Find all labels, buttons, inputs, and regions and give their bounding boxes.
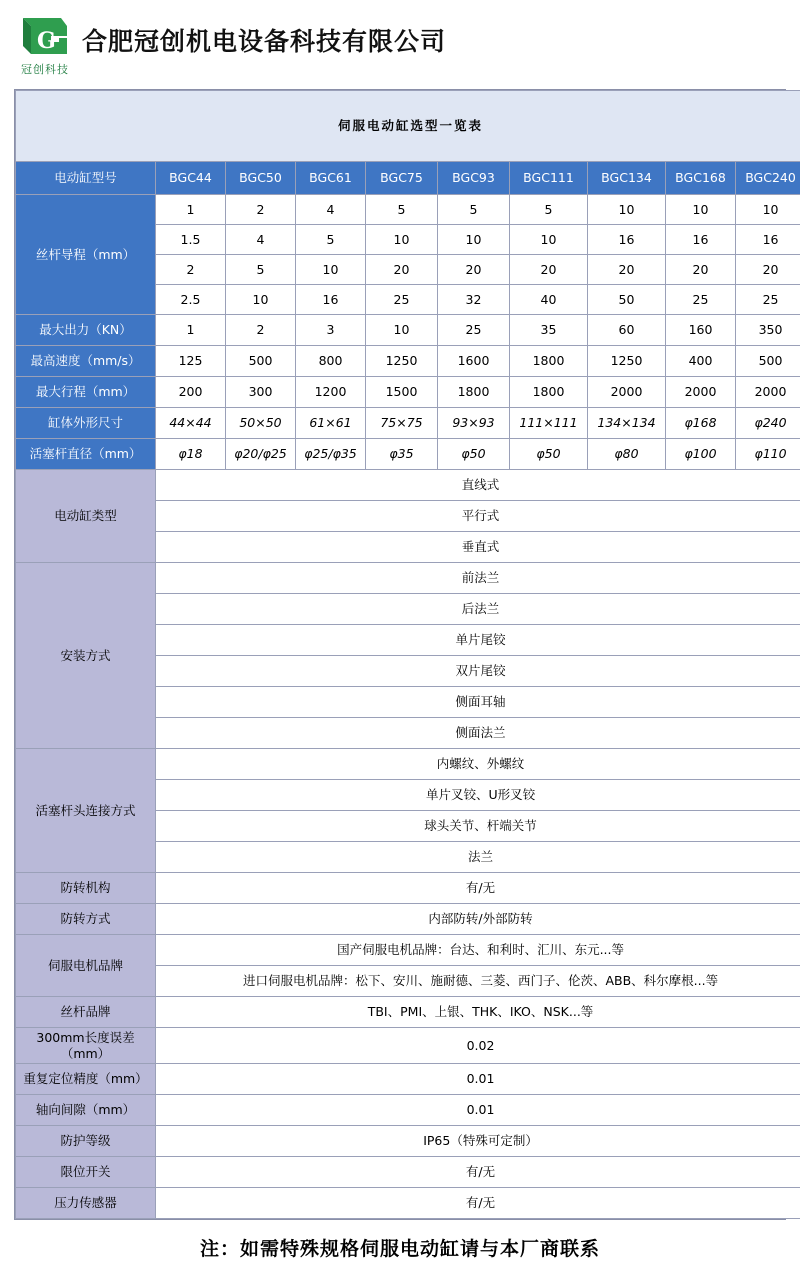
spec-value: 2 — [226, 315, 296, 346]
group-label: 防转机构 — [16, 873, 156, 904]
lead-value: 10 — [296, 255, 366, 285]
group-value: 0.01 — [156, 1064, 800, 1095]
spec-value: 3 — [296, 315, 366, 346]
lead-value: 1.5 — [156, 225, 226, 255]
group-value: 侧面法兰 — [156, 718, 800, 749]
spec-value: φ110 — [736, 439, 800, 470]
spec-value: 1800 — [438, 377, 510, 408]
group-row — [16, 1064, 800, 1095]
spec-value: φ80 — [588, 439, 666, 470]
group-label: 限位开关 — [16, 1157, 156, 1188]
model-header: BGC240 — [736, 162, 800, 195]
spec-row — [16, 408, 800, 439]
model-header: BGC50 — [226, 162, 296, 195]
group-label: 丝杆品牌 — [16, 997, 156, 1028]
group-value: 单片叉铰、U形叉铰 — [156, 780, 800, 811]
spec-value: φ35 — [366, 439, 438, 470]
spec-value: 1800 — [510, 346, 588, 377]
spec-value: φ50 — [510, 439, 588, 470]
lead-value: 10 — [438, 225, 510, 255]
spec-value: 125 — [156, 346, 226, 377]
model-header: BGC111 — [510, 162, 588, 195]
lead-value: 20 — [736, 255, 800, 285]
lead-value: 2.5 — [156, 285, 226, 315]
group-value: 前法兰 — [156, 563, 800, 594]
company-logo — [14, 14, 76, 77]
lead-value: 20 — [438, 255, 510, 285]
lead-value: 2 — [226, 195, 296, 225]
group-value: 后法兰 — [156, 594, 800, 625]
group-value: 内部防转/外部防转 — [156, 904, 800, 935]
lead-value: 4 — [296, 195, 366, 225]
group-label: 300mm长度误差（mm） — [16, 1028, 156, 1064]
spec-table-container — [14, 89, 786, 1220]
spec-value: φ168 — [666, 408, 736, 439]
group-row — [16, 749, 800, 780]
spec-value: 2000 — [666, 377, 736, 408]
group-row — [16, 1126, 800, 1157]
group-row — [16, 1028, 800, 1064]
group-value: 有/无 — [156, 873, 800, 904]
group-row — [16, 873, 800, 904]
lead-value: 20 — [588, 255, 666, 285]
group-value: 国产伺服电机品牌：台达、和利时、汇川、东元...等 — [156, 935, 800, 966]
group-value: TBI、PMI、上银、THK、IKO、NSK...等 — [156, 997, 800, 1028]
spec-value: 61×61 — [296, 408, 366, 439]
spec-value: 400 — [666, 346, 736, 377]
lead-value: 5 — [366, 195, 438, 225]
spec-value: 134×134 — [588, 408, 666, 439]
spec-value: φ50 — [438, 439, 510, 470]
group-value: 内螺纹、外螺纹 — [156, 749, 800, 780]
lead-value: 5 — [438, 195, 510, 225]
group-label: 轴向间隙（mm） — [16, 1095, 156, 1126]
lead-value: 10 — [510, 225, 588, 255]
model-header: BGC44 — [156, 162, 226, 195]
model-header: BGC93 — [438, 162, 510, 195]
group-value: 平行式 — [156, 501, 800, 532]
group-value: 0.02 — [156, 1028, 800, 1064]
lead-row-label: 丝杆导程（mm） — [16, 195, 156, 315]
lead-value: 10 — [226, 285, 296, 315]
group-label: 压力传感器 — [16, 1188, 156, 1219]
group-row — [16, 997, 800, 1028]
spec-table-body — [16, 91, 800, 1219]
group-row — [16, 1095, 800, 1126]
spec-value: 50×50 — [226, 408, 296, 439]
group-value: 双片尾铰 — [156, 656, 800, 687]
spec-value: 44×44 — [156, 408, 226, 439]
lead-value: 16 — [736, 225, 800, 255]
lead-value: 32 — [438, 285, 510, 315]
spec-row — [16, 439, 800, 470]
spec-value: φ18 — [156, 439, 226, 470]
table-title-row — [16, 91, 800, 162]
lead-value: 16 — [296, 285, 366, 315]
spec-value: φ20/φ25 — [226, 439, 296, 470]
lead-value: 20 — [510, 255, 588, 285]
spec-value: 350 — [736, 315, 800, 346]
footnote: 注：如需特殊规格伺服电动缸请与本厂商联系 — [0, 1234, 800, 1275]
spec-value: φ25/φ35 — [296, 439, 366, 470]
spec-value: φ100 — [666, 439, 736, 470]
spec-row-label: 活塞杆直径（mm） — [16, 439, 156, 470]
lead-value: 40 — [510, 285, 588, 315]
spec-value: 1600 — [438, 346, 510, 377]
spec-value: 75×75 — [366, 408, 438, 439]
lead-row — [16, 195, 800, 225]
spec-value: 160 — [666, 315, 736, 346]
model-header-row — [16, 162, 800, 195]
spec-row — [16, 346, 800, 377]
lead-value: 5 — [296, 225, 366, 255]
lead-value: 25 — [666, 285, 736, 315]
group-value: 0.01 — [156, 1095, 800, 1126]
group-label: 伺服电机品牌 — [16, 935, 156, 997]
lead-value: 10 — [736, 195, 800, 225]
group-row — [16, 470, 800, 501]
lead-value: 2 — [156, 255, 226, 285]
lead-value: 25 — [736, 285, 800, 315]
group-label: 电动缸类型 — [16, 470, 156, 563]
group-value: 直线式 — [156, 470, 800, 501]
lead-value: 5 — [226, 255, 296, 285]
lead-value: 50 — [588, 285, 666, 315]
model-header: BGC61 — [296, 162, 366, 195]
group-label: 重复定位精度（mm） — [16, 1064, 156, 1095]
svg-text:G: G — [37, 28, 56, 54]
group-label: 活塞杆头连接方式 — [16, 749, 156, 873]
spec-value: 2000 — [588, 377, 666, 408]
group-value: 球头关节、杆端关节 — [156, 811, 800, 842]
spec-value: 35 — [510, 315, 588, 346]
spec-value: 1250 — [366, 346, 438, 377]
spec-row-label: 最大出力（KN） — [16, 315, 156, 346]
group-value: 侧面耳轴 — [156, 687, 800, 718]
spec-value: 1500 — [366, 377, 438, 408]
group-value: 有/无 — [156, 1157, 800, 1188]
lead-value: 20 — [366, 255, 438, 285]
spec-value: 1800 — [510, 377, 588, 408]
spec-value: 1 — [156, 315, 226, 346]
lead-value: 25 — [366, 285, 438, 315]
model-header: BGC75 — [366, 162, 438, 195]
spec-value: 2000 — [736, 377, 800, 408]
spec-row-label: 最高速度（mm/s） — [16, 346, 156, 377]
spec-table — [15, 90, 800, 1219]
lead-value: 10 — [366, 225, 438, 255]
lead-value: 16 — [588, 225, 666, 255]
spec-value: 25 — [438, 315, 510, 346]
model-header: BGC168 — [666, 162, 736, 195]
group-row — [16, 1188, 800, 1219]
group-value: 进口伺服电机品牌：松下、安川、施耐德、三菱、西门子、伦茨、ABB、科尔摩根...等 — [156, 966, 800, 997]
spec-value: 500 — [736, 346, 800, 377]
group-row — [16, 1157, 800, 1188]
spec-row — [16, 377, 800, 408]
spec-row-label: 缸体外形尺寸 — [16, 408, 156, 439]
logo-subtitle: 冠创科技 — [21, 61, 69, 77]
spec-value: 1200 — [296, 377, 366, 408]
table-title: 伺服电动缸选型一览表 — [16, 91, 800, 162]
group-value: 有/无 — [156, 1188, 800, 1219]
lead-value: 5 — [510, 195, 588, 225]
lead-value: 1 — [156, 195, 226, 225]
group-value: 法兰 — [156, 842, 800, 873]
lead-value: 20 — [666, 255, 736, 285]
spec-value: 10 — [366, 315, 438, 346]
spec-row — [16, 315, 800, 346]
lead-value: 4 — [226, 225, 296, 255]
logo-icon — [21, 14, 69, 58]
group-value: 单片尾铰 — [156, 625, 800, 656]
spec-row-label: 最大行程（mm） — [16, 377, 156, 408]
document-header — [0, 0, 800, 83]
group-label: 防护等级 — [16, 1126, 156, 1157]
group-row — [16, 563, 800, 594]
spec-value: 1250 — [588, 346, 666, 377]
group-label: 防转方式 — [16, 904, 156, 935]
spec-value: 60 — [588, 315, 666, 346]
spec-value: 111×111 — [510, 408, 588, 439]
lead-value: 10 — [666, 195, 736, 225]
spec-value: 800 — [296, 346, 366, 377]
spec-value: 200 — [156, 377, 226, 408]
lead-value: 10 — [588, 195, 666, 225]
spec-value: 500 — [226, 346, 296, 377]
spec-value: 300 — [226, 377, 296, 408]
spec-value: φ240 — [736, 408, 800, 439]
company-name: 合肥冠创机电设备科技有限公司 — [82, 14, 446, 58]
spec-value: 93×93 — [438, 408, 510, 439]
group-row — [16, 904, 800, 935]
group-value: 垂直式 — [156, 532, 800, 563]
group-label: 安装方式 — [16, 563, 156, 749]
model-header: BGC134 — [588, 162, 666, 195]
group-row — [16, 935, 800, 966]
lead-value: 16 — [666, 225, 736, 255]
model-row-label: 电动缸型号 — [16, 162, 156, 195]
group-value: IP65（特殊可定制） — [156, 1126, 800, 1157]
